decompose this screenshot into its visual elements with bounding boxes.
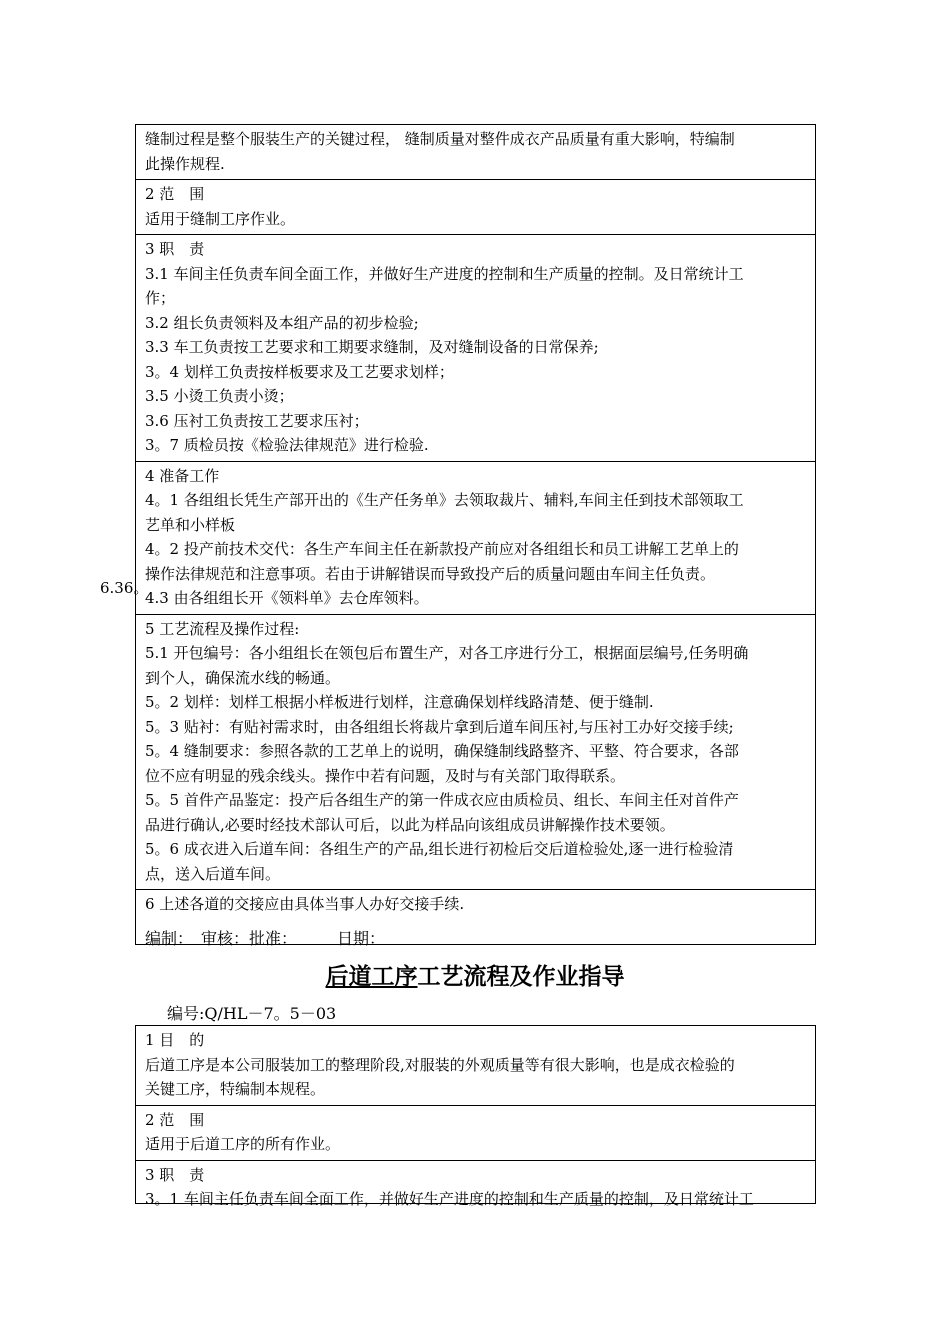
text-line: 3。4 划样工负责按样板要求及工艺要求划样；	[145, 362, 454, 381]
text-line: 1 目 的	[145, 1031, 205, 1049]
table-section	[136, 125, 815, 179]
table-section	[136, 179, 815, 234]
text-line: 此操作规程.	[145, 154, 225, 173]
text-line: 4.3 由各组组长开《领料单》去仓库领料。	[145, 589, 429, 607]
text-line: 3 职 责	[145, 240, 205, 258]
text-line: 点，送入后道车间。	[145, 864, 281, 883]
table-section	[136, 1105, 815, 1160]
text-line: 适用于缝制工序作业。	[145, 209, 296, 228]
text-line: 3.1 车间主任负责车间全面工作，并做好生产进度的控制和生产质量的控制。及日常统计工	[145, 264, 744, 283]
text-line: 5。4 缝制要求：参照各款的工艺单上的说明，确保缝制线路整齐、平整、符合要求，各部	[145, 742, 739, 760]
table-section	[136, 1160, 815, 1215]
text-line: 3.3 车工负责按工艺要求和工期要求缝制，及对缝制设备的日常保养;	[145, 338, 599, 356]
text-line: 操作法律规范和注意事项。若由于讲解错误而导致投产后的质量问题由车间主任负责。	[145, 564, 716, 583]
text-line: 到个人，确保流水线的畅通。	[145, 668, 341, 687]
text-line: 5.1 开包编号：各小组组长在领包后布置生产，对各工序进行分工，根据面层编号,任务明确	[145, 644, 749, 662]
text-line: 3。7 质检员按《检验法律规范》进行检验.	[145, 436, 429, 454]
text-line: 6 上述各道的交接应由具体当事人办好交接手续.	[145, 895, 465, 913]
procedure-table-2	[135, 1025, 816, 1208]
text-line: 作；	[145, 289, 176, 307]
text-line: 后道工序是本公司服装加工的整理阶段,对服装的外观质量等有很大影响，也是成衣检验的	[145, 1055, 735, 1074]
text-line: 适用于后道工序的所有作业。	[145, 1135, 341, 1153]
procedure-table	[135, 124, 816, 945]
table-section	[136, 234, 815, 461]
text-line: 2 范 围	[145, 185, 205, 203]
text-line: 5。5 首件产品鉴定：投产后各组生产的第一件成衣应由质检员、组长、车间主任对首件产	[145, 791, 739, 809]
text-line: 4。1 各组组长凭生产部开出的《生产任务单》去领取裁片、辅料,车间主任到技术部领取工	[145, 491, 744, 509]
text-line: 3 职 责	[145, 1165, 205, 1184]
margin-number: 6.36。	[100, 579, 149, 597]
text-line: 5 工艺流程及操作过程:	[145, 619, 300, 638]
text-line: 3.6 压衬工负责按工艺要求压衬；	[145, 411, 369, 430]
text-line: 5。2 划样：划样工根据小样板进行划样，注意确保划样线路清楚、便于缝制.	[145, 693, 654, 711]
text-line: 4。2 投产前技术交代：各生产车间主任在新款投产前应对各组组长和员工讲解工艺单上的	[145, 540, 739, 558]
title-underlined-part: 后道工序	[325, 964, 418, 990]
text-line: 位不应有明显的残余线头。操作中若有问题，及时与有关部门取得联系。	[145, 766, 626, 785]
document-title	[0, 962, 950, 992]
text-line: 5。6 成衣进入后道车间：各组生产的产品,组长进行初检后交后道检验处,逐一进行检验清	[145, 840, 734, 858]
text-line: 5。3 贴衬：有贴衬需求时，由各组组长将裁片拿到后道车间压衬,与压衬工办好交接手续;	[145, 717, 734, 736]
text-line: 艺单和小样板	[145, 515, 236, 534]
text-line: 3.2 组长负责领料及本组产品的初步检验;	[145, 313, 419, 332]
title-rest: 工艺流程及作业指导	[417, 964, 625, 990]
table-section	[136, 1026, 815, 1105]
text-line: 4 准备工作	[145, 466, 220, 485]
text-line: 3。1 车间主任负责车间全面工作，并做好生产进度的控制和生产质量的控制，及日常统计工	[145, 1190, 754, 1208]
text-line: 3.5 小烫工负责小烫；	[145, 387, 294, 405]
document-code: 编号:Q/HL－7。5－03	[167, 1004, 337, 1023]
text-line: 关键工序，特编制本规程。	[145, 1080, 326, 1098]
text-line: 品进行确认,必要时经技术部认可后，以此为样品向该组成员讲解操作技术要领。	[145, 815, 675, 834]
text-line: 2 范 围	[145, 1110, 205, 1129]
text-line: 缝制过程是整个服装生产的关键过程， 缝制质量对整件成衣产品质量有重大影响，特编制	[145, 130, 735, 148]
table-section	[136, 461, 815, 614]
table-section	[136, 614, 815, 890]
signature-line: 编制： 审核：批准： 日期：	[145, 929, 386, 948]
